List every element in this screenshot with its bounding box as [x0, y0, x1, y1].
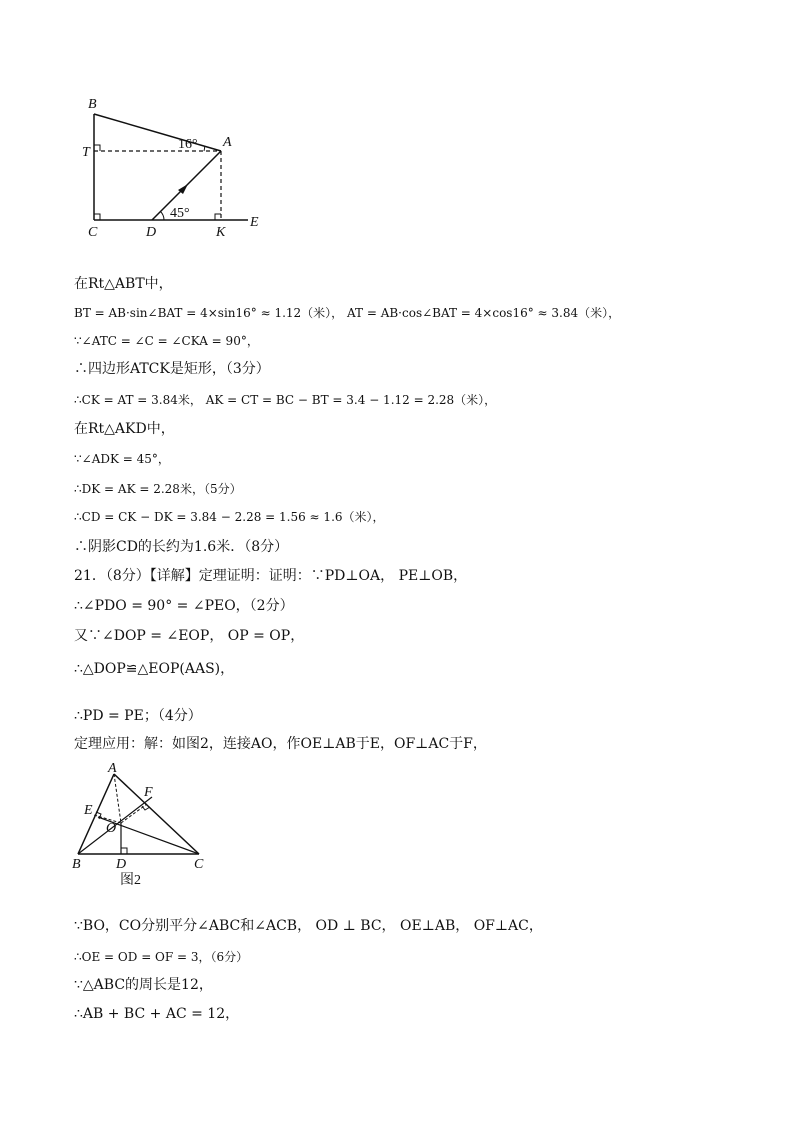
text-line-5: ∴CK = AT = 3.84米， AK = CT = BC − BT = 3.4 − 1.12 = 2.28（米）， [74, 393, 497, 407]
text-line-8: ∴DK = AK = 2.28米，（5分） [74, 482, 242, 496]
text-line-2: BT = AB·sin∠BAT = 4×sin16° ≈ 1.12（米）， AT = AB·cos∠BAT = 4×cos16° ≈ 3.84（米）， [74, 306, 621, 320]
label-A: A [223, 135, 232, 150]
text-line-1: 在Rt△ABT中， [74, 276, 173, 292]
text-line-18: ∴OE = OD = OF = 3，（6分） [74, 950, 249, 964]
label2-A: A [108, 761, 117, 776]
label2-E: E [84, 803, 93, 818]
label2-F: F [144, 785, 153, 800]
angle-16: 16° [178, 137, 198, 152]
text-line-9: ∴CD = CK − DK = 3.84 − 2.28 = 1.56 ≈ 1.6（米）， [74, 510, 385, 524]
text-line-17: ∵BO，CO分别平分∠ABC和∠ACB， OD ⊥ BC， OE⊥AB， OF⊥AC， [74, 918, 543, 934]
label2-D: D [116, 857, 127, 872]
figure-2 [68, 760, 218, 890]
figure-2-caption: 图2 [120, 873, 141, 888]
figure-1 [80, 90, 280, 240]
text-line-16: 定理应用：解：如图2，连接AO，作OE⊥AB于E，OF⊥AC于F， [74, 736, 487, 752]
label-B: B [88, 97, 97, 112]
label-T: T [82, 145, 90, 160]
label-C: C [88, 225, 98, 240]
label-E: E [250, 215, 259, 230]
text-line-10: ∴阴影CD的长约为1.6米．（8分） [74, 539, 289, 555]
label2-C: C [194, 857, 204, 872]
text-line-7: ∵∠ADK = 45°， [74, 452, 170, 466]
text-line-13: 又∵∠DOP = ∠EOP， OP = OP， [74, 628, 305, 644]
text-line-14: ∴△DOP≌△EOP(AAS)， [74, 661, 235, 677]
text-line-4: ∴四边形ATCK是矩形，（3分） [74, 361, 270, 377]
text-line-6: 在Rt△AKD中， [74, 421, 175, 437]
text-line-19: ∵△ABC的周长是12， [74, 977, 213, 993]
angle-45: 45° [170, 206, 190, 221]
label-K: K [216, 225, 226, 240]
text-line-11: 21．（8分）【详解】定理证明：证明：∵PD⊥OA， PE⊥OB， [74, 568, 468, 584]
label2-O: O [106, 821, 117, 836]
label-D: D [146, 225, 157, 240]
text-line-3: ∵∠ATC = ∠C = ∠CKA = 90°， [74, 334, 259, 348]
text-line-15: ∴PD = PE；（4分） [74, 708, 202, 724]
text-line-12: ∴∠PDO = 90° = ∠PEO，（2分） [74, 598, 294, 614]
label2-B: B [72, 857, 81, 872]
text-line-20: ∴AB + BC + AC = 12， [74, 1006, 240, 1022]
